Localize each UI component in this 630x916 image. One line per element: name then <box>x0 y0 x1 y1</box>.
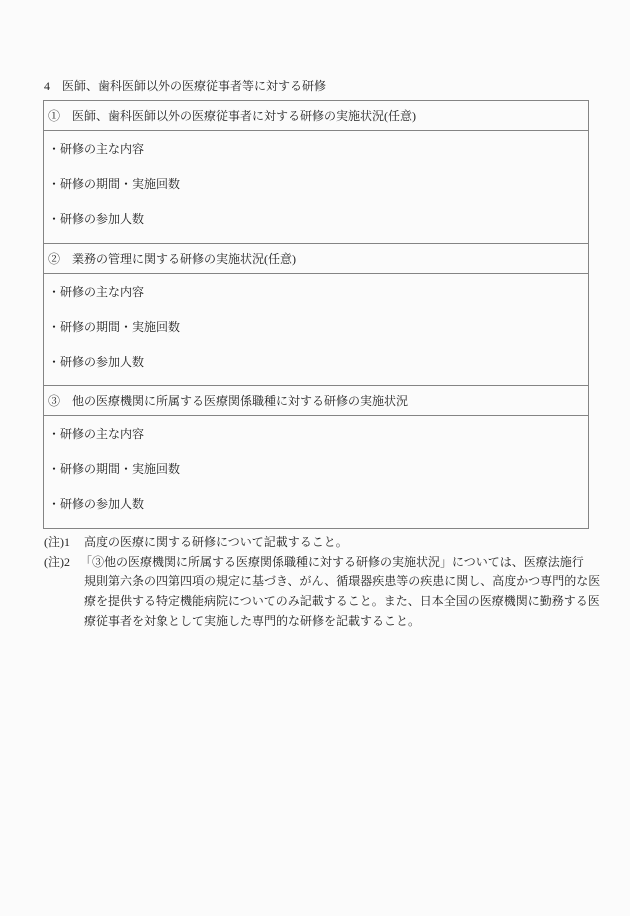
note-1-label: (注)1 <box>44 535 70 549</box>
bullet-item: ・研修の期間・実施回数 <box>48 320 181 334</box>
section-1-header: ① 医師、歯科医師以外の医療従事者に対する研修の実施状況(任意) <box>44 101 588 131</box>
section-2-body <box>44 274 588 386</box>
note-line: 規則第六条の四第四項の規定に基づき、がん、循環器疾患等の疾患に関し、高度かつ専門的な医 <box>84 574 601 589</box>
bullet-item: ・研修の参加人数 <box>48 355 145 369</box>
bullet-item: ・研修の主な内容 <box>48 427 145 441</box>
section-1-body <box>44 131 588 244</box>
note-1-text <box>84 533 594 553</box>
bullet-item: ・研修の参加人数 <box>48 497 145 511</box>
bullet-item: ・研修の期間・実施回数 <box>48 177 181 191</box>
training-table <box>43 100 589 529</box>
note-line: 療従事者を対象として実施した専門的な研修を記載すること。 <box>84 613 421 628</box>
section-3-header: ③ 他の医療機関に所属する医療関係職種に対する研修の実施状況 <box>44 386 588 416</box>
note-line: 「③他の医療機関に所属する医療関係職種に対する研修の実施状況」については、医療法施行 <box>80 554 584 569</box>
note-line: 療を提供する特定機能病院についてのみ記載すること。また、日本全国の医療機関に勤務する医 <box>84 594 600 609</box>
note-2 <box>44 553 601 632</box>
footnotes <box>44 533 601 632</box>
section-3-body <box>44 416 588 528</box>
note-2-label: (注)2 <box>44 554 70 569</box>
note-line: 高度の医療に関する研修について記載すること。 <box>84 535 348 549</box>
bullet-item: ・研修の主な内容 <box>48 142 145 156</box>
note-2-text <box>80 553 601 632</box>
bullet-item: ・研修の参加人数 <box>48 212 145 226</box>
bullet-item: ・研修の主な内容 <box>48 285 145 299</box>
section-2-header: ② 業務の管理に関する研修の実施状況(任意) <box>44 244 588 274</box>
note-1 <box>44 533 594 553</box>
page-title: 4 医師、歯科医師以外の医療従事者等に対する研修 <box>44 79 327 93</box>
bullet-item: ・研修の期間・実施回数 <box>48 462 181 476</box>
